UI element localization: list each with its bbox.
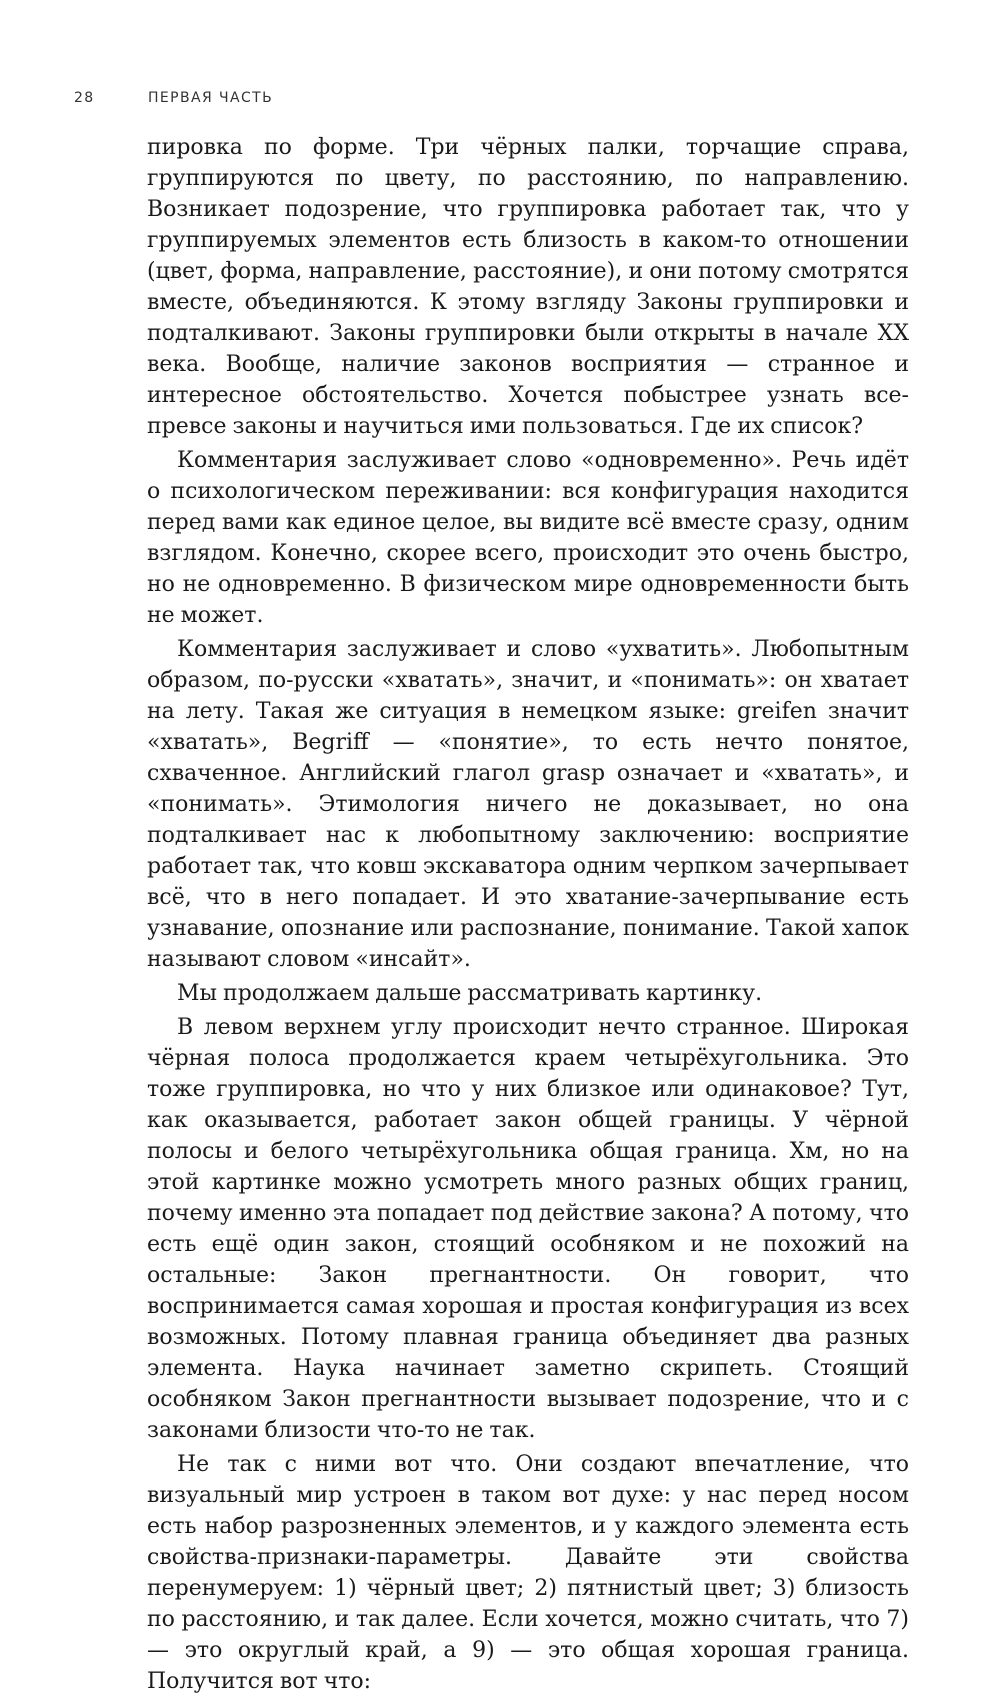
page-number: 28: [74, 90, 95, 106]
paragraph: пировка по форме. Три чёрных палки, торчащие справа, группируются по цвету, по расстоянию, по направлению. Возникает подозрение, что группировка работает так, что у группируемых элементов есть близость в каком-то отношении (цвет, форма, направление, расстояние), и они потому смотрятся вместе, объединяются. К этому взгляду Законы группировки и подталкивают. Законы группировки были открыты в начале XX века. Вообще, наличие законов восприятия — странное и интересное обстоятельство. Хочется побыстрее узнать все-превсе законы и научиться ими пользоваться. Где их список?: [147, 135, 909, 439]
body-text: [147, 132, 909, 1700]
paragraph: Комментария заслуживает и слово «ухватить». Любопытным образом, по-русски «хватать», значит, и «понимать»: он хватает на лету. Такая же ситуация в немецком языке: greifen значит «хватать», Begriff — «понятие», то есть нечто понятое, схваченное. Английский глагол grasp означает и «хватать», и «понимать». Этимология ничего не доказывает, но она подталкивает нас к любопытному заключению: восприятие работает так, что ковш экскаватора одним черпком зачерпывает всё, что в него попадает. И это хватание-зачерпывание есть узнавание, опознание или распознание, понимание. Такой хапок называют словом «инсайт».: [147, 637, 909, 972]
paragraph: Комментария заслуживает слово «одновременно». Речь идёт о психологическом переживании: вся конфигурация находится перед вами как единое целое, вы видите всё вместе сразу, одним взглядом. Конечно, скорее всего, происходит это очень быстро, но не одновременно. В физическом мире одновременности быть не может.: [147, 448, 909, 628]
paragraph: В левом верхнем углу происходит нечто странное. Широкая чёрная полоса продолжается краем четырёхугольника. Это тоже группировка, но что у них близкое или одинаковое? Тут, как оказывается, работает закон общей границы. У чёрной полосы и белого четырёхугольника общая граница. Хм, но на этой картинке можно усмотреть много разных общих границ, почему именно эта попадает под действие закона? А потому, что есть ещё один закон, стоящий особняком и не похожий на остальные: Закон прегнантности. Он говорит, что воспринимается самая хорошая и простая конфигурация из всех возможных. Потому плавная граница объединяет два разных элемента. Наука начинает заметно скрипеть. Стоящий особняком Закон прегнантности вызывает подозрение, что и с законами близости что-то не так.: [147, 1015, 909, 1443]
section-title: ПЕРВАЯ ЧАСТЬ: [148, 90, 274, 106]
paragraph: Мы продолжаем дальше рассматривать картинку.: [177, 981, 763, 1006]
running-head: [74, 90, 920, 112]
paragraph: Не так с ними вот что. Они создают впечатление, что визуальный мир устроен в таком вот духе: у нас перед носом есть набор разрозненных элементов, и у каждого элемента есть свойства-признаки-параметры. Давайте эти свойства перенумеруем: 1) чёрный цвет; 2) пятнистый цвет; 3) близость по расстоянию, и так далее. Если хочется, можно считать, что 7) — это округлый край, а 9) — это общая хорошая граница. Получится вот что:: [147, 1452, 909, 1694]
